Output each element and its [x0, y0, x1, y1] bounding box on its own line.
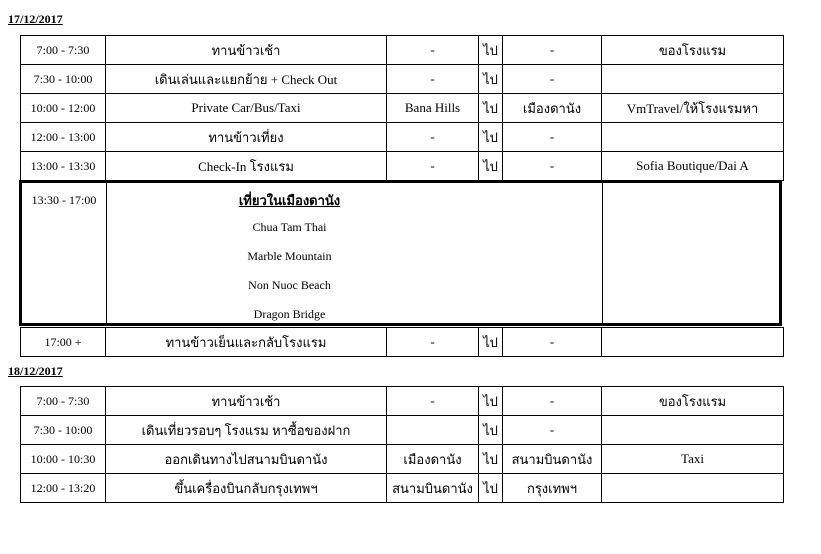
date-heading-day1: 17/12/2017	[8, 12, 63, 26]
time-cell: 7:30 - 10:00	[21, 65, 106, 94]
to-cell: กรุงเทพฯ	[503, 474, 602, 503]
activity-cell: เดินเที่ยวรอบๆ โรงแรม หาซื้อของฝาก	[106, 416, 387, 445]
activity-cell: เดินเล่นและแยกย้าย + Check Out	[106, 65, 387, 94]
direction-cell: ไป	[479, 94, 503, 123]
direction-cell: ไป	[479, 152, 503, 181]
schedule-row	[21, 416, 784, 445]
to-cell: -	[503, 36, 602, 65]
time-cell: 7:30 - 10:00	[21, 416, 106, 445]
from-cell: -	[387, 152, 479, 181]
direction-cell: ไป	[479, 445, 503, 474]
to-cell: -	[503, 152, 602, 181]
schedule-table-day1	[20, 35, 784, 181]
to-cell: สนามบินดานัง	[503, 445, 602, 474]
activity-cell: ทานข้าวเช้า	[106, 387, 387, 416]
activity-cell: ออกเดินทางไปสนามบินดานัง	[106, 445, 387, 474]
from-cell: -	[387, 65, 479, 94]
from-cell: เมืองดานัง	[387, 445, 479, 474]
sightseeing-block	[19, 180, 782, 326]
time-cell: 10:00 - 10:30	[21, 445, 106, 474]
note-cell: Taxi	[602, 445, 784, 474]
activity-cell: ทานข้าวเที่ยง	[106, 123, 387, 152]
activity-cell: ขึ้นเครื่องบินกลับกรุงเทพฯ	[106, 474, 387, 503]
direction-cell: ไป	[479, 474, 503, 503]
note-cell: ของโรงแรม	[602, 36, 784, 65]
block-time: 13:30 - 17:00	[31, 193, 97, 207]
schedule-row	[21, 445, 784, 474]
time-cell: 7:00 - 7:30	[21, 387, 106, 416]
schedule-row	[21, 152, 784, 181]
note-cell	[602, 416, 784, 445]
time-cell: 13:00 - 13:30	[21, 152, 106, 181]
schedule-table-day2	[20, 386, 784, 503]
to-cell: -	[503, 328, 602, 357]
from-cell: -	[387, 328, 479, 357]
time-cell: 10:00 - 12:00	[21, 94, 106, 123]
direction-cell: ไป	[479, 328, 503, 357]
block-title: เที่ยวในเมืองดานัง	[238, 193, 341, 208]
schedule-row	[21, 123, 784, 152]
direction-cell: ไป	[479, 36, 503, 65]
schedule-row	[21, 36, 784, 65]
schedule-row	[21, 387, 784, 416]
time-cell: 12:00 - 13:20	[21, 474, 106, 503]
activity-cell: Check-In โรงแรม	[106, 152, 387, 181]
place-item: Marble Mountain	[247, 249, 332, 263]
time-cell: 17:00 +	[21, 328, 106, 357]
date-heading-day2: 18/12/2017	[8, 364, 63, 378]
from-cell: -	[387, 36, 479, 65]
to-cell: -	[503, 65, 602, 94]
schedule-table-day1-end	[20, 327, 784, 357]
place-item: Dragon Bridge	[253, 307, 326, 321]
direction-cell: ไป	[479, 123, 503, 152]
note-cell	[602, 65, 784, 94]
note-cell: VmTravel/ให้โรงแรมหา	[602, 94, 784, 123]
to-cell: -	[503, 123, 602, 152]
to-cell: -	[503, 387, 602, 416]
activity-cell: Private Car/Bus/Taxi	[106, 94, 387, 123]
place-item: Non Nuoc Beach	[248, 278, 331, 292]
activity-cell: ทานข้าวเย็นและกลับโรงแรม	[106, 328, 387, 357]
note-cell: Sofia Boutique/Dai A	[602, 152, 784, 181]
schedule-row	[21, 65, 784, 94]
time-cell: 12:00 - 13:00	[21, 123, 106, 152]
from-cell: -	[387, 123, 479, 152]
time-cell: 7:00 - 7:30	[21, 36, 106, 65]
schedule-row	[21, 328, 784, 357]
note-cell: ของโรงแรม	[602, 387, 784, 416]
direction-cell: ไป	[479, 387, 503, 416]
to-cell: เมืองดานัง	[503, 94, 602, 123]
from-cell: -	[387, 387, 479, 416]
direction-cell: ไป	[479, 416, 503, 445]
note-cell	[602, 328, 784, 357]
schedule-row	[21, 474, 784, 503]
schedule-row	[21, 94, 784, 123]
activity-cell: ทานข้าวเช้า	[106, 36, 387, 65]
to-cell: -	[503, 416, 602, 445]
place-item: Chua Tam Thai	[252, 220, 327, 234]
from-cell	[387, 416, 479, 445]
from-cell: สนามบินดานัง	[387, 474, 479, 503]
direction-cell: ไป	[479, 65, 503, 94]
from-cell: Bana Hills	[387, 94, 479, 123]
note-cell	[602, 474, 784, 503]
note-cell	[602, 123, 784, 152]
